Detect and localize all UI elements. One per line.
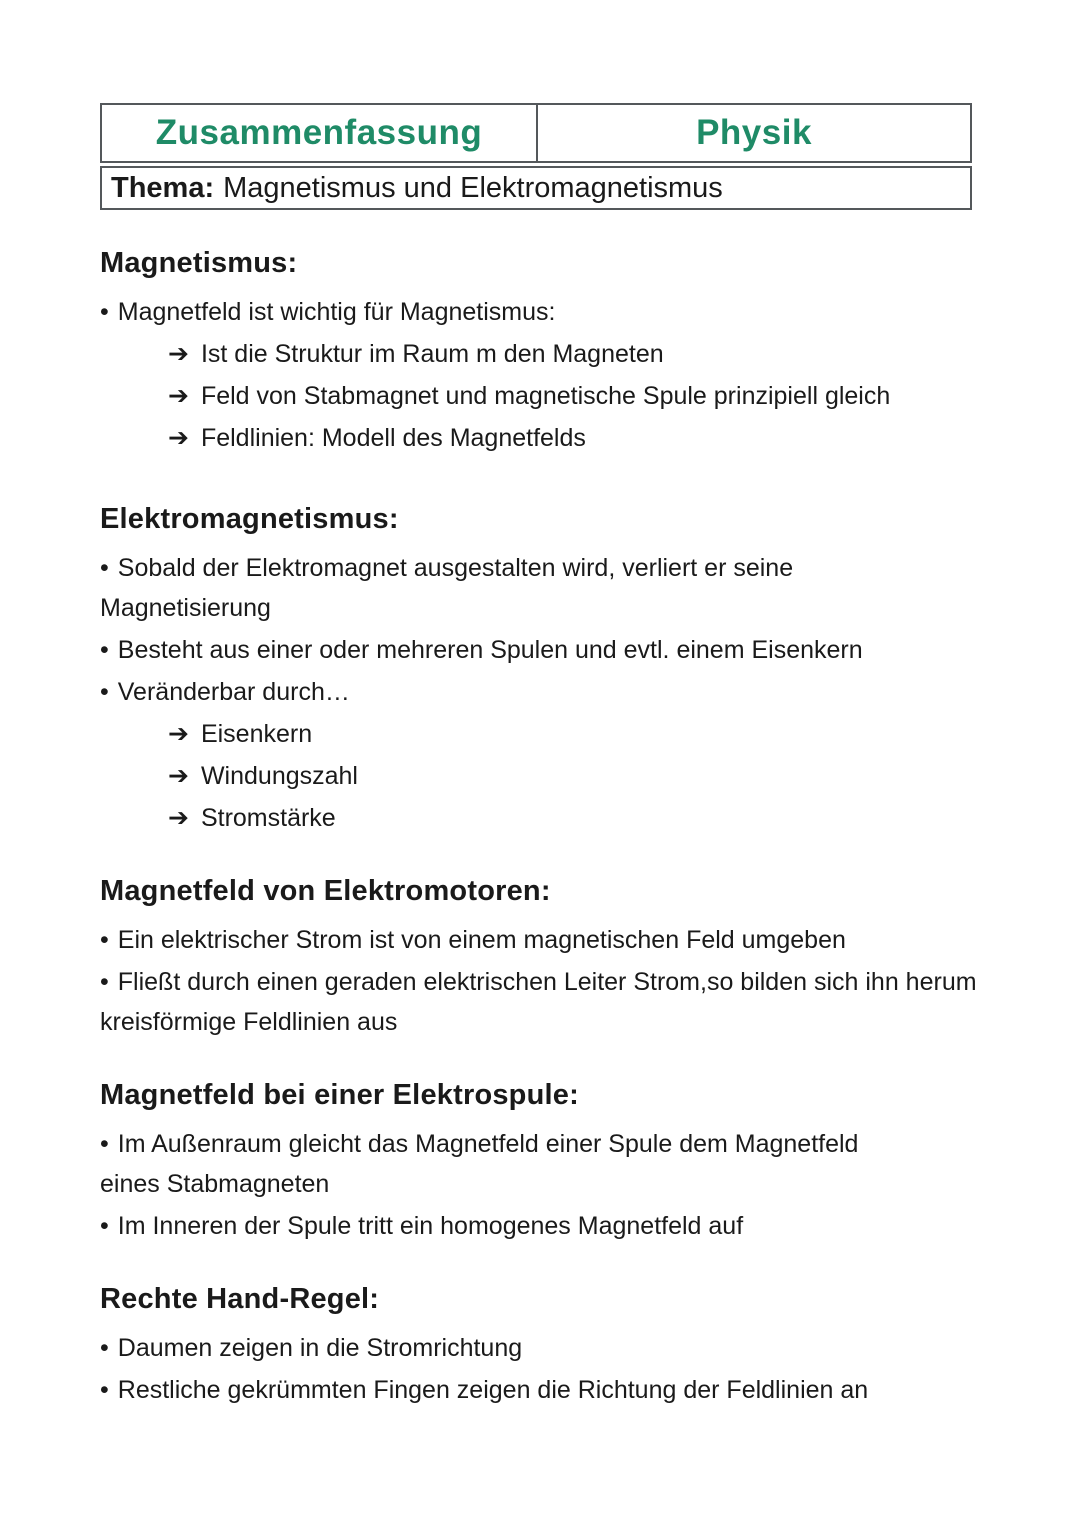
list-item [100,714,1020,754]
bullet-icon: • [100,1212,109,1240]
bullet-icon: • [100,554,109,582]
list-item [100,334,1020,374]
section-magnetismus [100,246,1020,458]
list-item [100,548,890,628]
item-text: Ist die Struktur im Raum m den Magneten [200,340,664,368]
list-item [100,292,1020,332]
bullet-icon: • [100,1130,109,1158]
list-item [100,920,1020,960]
item-text: Besteht aus einer oder mehreren Spulen und evtl. einem Eisenkern [117,636,863,664]
item-text: Stromstärke [200,804,336,832]
list-item [100,376,1020,416]
document-body [100,103,1020,1412]
bullet-icon: • [100,926,109,954]
arrow-icon: ➔ [168,381,189,410]
bullet-icon: • [100,678,109,706]
item-text: Eisenkern [200,720,313,748]
bullet-icon: • [100,1334,109,1362]
item-text: Ein elektrischer Strom ist von einem magnetischen Feld umgeben [117,926,846,954]
item-text: Im Außenraum gleicht das Magnetfeld einer Spule dem Magnetfeld eines Stabmagneten [100,1130,859,1198]
header-cell-document-type [102,105,538,161]
list-item [100,1328,1020,1368]
list-item [100,672,1020,712]
list-item [100,1206,1020,1246]
bullet-icon: • [100,968,109,996]
arrow-icon: ➔ [168,339,189,368]
item-text: Feldlinien: Modell des Magnetfelds [200,424,586,452]
section-heading: Magnetfeld bei einer Elektrospule: [100,1079,579,1111]
thema-label: Thema: [111,171,215,204]
subject-title: Physik [696,113,812,152]
bullet-icon: • [100,636,109,664]
section-heading: Magnetismus: [100,247,298,279]
item-text: Feld von Stabmagnet und magnetische Spule prinzipiell gleich [200,382,891,410]
header-cell-subject [538,105,970,161]
summary-header-table [100,103,972,210]
section-heading: Rechte Hand-Regel: [100,1283,380,1315]
list-item [100,418,1020,458]
thema-value: Magnetismus und Elektromagnetismus [223,171,723,204]
item-text: Magnetfeld ist wichtig für Magnetismus: [117,298,556,326]
arrow-icon: ➔ [168,719,189,748]
arrow-icon: ➔ [168,761,189,790]
section-magnetfeld-elektromotoren [100,874,1020,1042]
section-rechte-hand-regel [100,1282,1020,1410]
item-text: Windungszahl [200,762,358,790]
item-text: Im Inneren der Spule tritt ein homogenes Magnetfeld auf [117,1212,744,1240]
item-text: Restliche gekrümmten Fingen zeigen die Richtung der Feldlinien an [117,1376,869,1404]
bullet-icon: • [100,1376,109,1404]
list-item [100,1370,1020,1410]
list-item [100,756,1020,796]
section-heading: Elektromagnetismus: [100,503,399,535]
list-item [100,962,1020,1042]
section-magnetfeld-elektrospule [100,1078,1020,1246]
list-item [100,798,1020,838]
header-title-row [100,103,972,163]
thema-row [100,166,972,210]
section-heading: Magnetfeld von Elektromotoren: [100,875,551,907]
item-text: Daumen zeigen in die Stromrichtung [117,1334,523,1362]
bullet-icon: • [100,298,109,326]
arrow-icon: ➔ [168,423,189,452]
section-elektromagnetismus [100,502,1020,838]
item-text: Sobald der Elektromagnet ausgestalten wird, verliert er seine Magnetisierung [100,554,794,622]
item-text: Veränderbar durch… [117,678,350,706]
list-item [100,630,1020,670]
document-type-title: Zusammenfassung [155,113,483,152]
item-text: Fließt durch einen geraden elektrischen Leiter Strom,so bilden sich ihn herum kreisförmige Feldlinien aus [100,968,977,1036]
list-item [100,1124,910,1204]
arrow-icon: ➔ [168,803,189,832]
